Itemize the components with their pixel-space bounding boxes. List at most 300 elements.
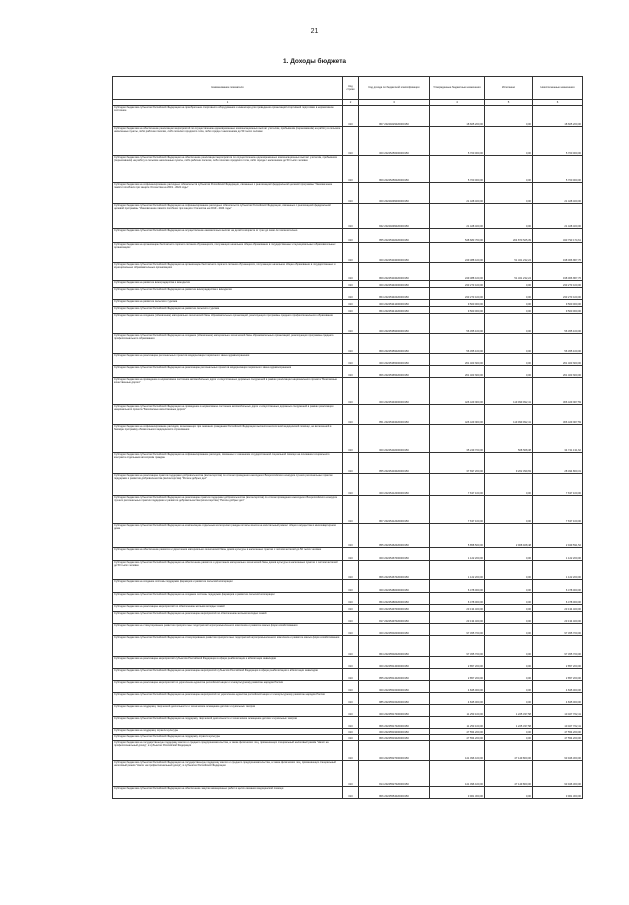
line-code-cell: 010 bbox=[343, 729, 359, 735]
executed-amount-cell: 51 321 232,24 bbox=[485, 243, 533, 263]
executed-amount-cell: 0,00 bbox=[485, 474, 533, 496]
indicator-name-cell: Субсидии бюджетам субъектов Российской Федерации на стимулирование развития приоритетных подотраслей агропромышленного комплекса и развитие малых форм хозяйствования bbox=[113, 636, 343, 657]
approved-amount-cell: 7 637 100,00 bbox=[430, 474, 485, 496]
indicator-name-cell: Субсидии бюджетам субъектов Российской Федерации на компенсацию отдельным категориям граждан оплаты взноса на капитальный ремонт общего имущества в многоквартирном доме bbox=[113, 524, 343, 548]
table-row bbox=[113, 561, 583, 580]
indicator-name-cell: Субсидии бюджетам субъектов Российской Федерации на реализацию практик поддержки добровольчества (волонтерства) по итогам проведения ежегодного Всероссийского конкурса лучших региональных практик поддержки и развития добровольчества (волонтерства) "Регион добрых дел" bbox=[113, 496, 343, 524]
line-code-cell: 010 bbox=[343, 425, 359, 453]
executed-amount-cell: 0,00 bbox=[485, 561, 533, 580]
remaining-amount-cell: 7 637 100,00 bbox=[533, 474, 583, 496]
table-row bbox=[113, 669, 583, 681]
classification-code-cell: 809 20225359020000150 bbox=[359, 334, 430, 354]
classification-code-cell: 000 20225517000000150 bbox=[359, 705, 430, 717]
indicator-name-cell: Субсидии бюджетам субъектов Российской Федерации на реализацию мероприятий субъектов Российской Федерации в сфере реабилитации и абилитации инвалидов bbox=[113, 669, 343, 681]
column-number: 2 bbox=[343, 100, 359, 106]
approved-amount-cell: 11 253 100,00 bbox=[430, 705, 485, 717]
executed-amount-cell: 0,00 bbox=[485, 300, 533, 307]
classification-code-cell: 000 20225467000000150 bbox=[359, 548, 430, 561]
remaining-amount-cell: 5 700 000,00 bbox=[533, 127, 583, 156]
header-approved-appropriations: Утвержденные бюджетные назначения bbox=[430, 77, 485, 100]
line-code-cell: 010 bbox=[343, 263, 359, 281]
indicator-name-cell: Субсидии бюджетам на приведение в нормативное состояние автомобильных дорог и искусственных дорожных сооружений в рамках реализации национального проекта "Безопасные качественные дороги" bbox=[113, 378, 343, 405]
remaining-amount-cell: 47 554 200,00 bbox=[533, 735, 583, 741]
line-code-cell: 010 bbox=[343, 307, 359, 314]
table-row bbox=[113, 366, 583, 378]
line-code-cell: 010 bbox=[343, 548, 359, 561]
indicator-name-cell: Субсидии бюджетам субъектов Российской Федерации на реализацию региональных проектов модернизации первичного звена здравоохранения bbox=[113, 366, 343, 378]
classification-code-cell: 855 20225404020000150 bbox=[359, 453, 430, 474]
table-header-row bbox=[113, 77, 583, 100]
table-row bbox=[113, 657, 583, 669]
approved-amount-cell: 6 478 000,00 bbox=[430, 593, 485, 605]
table-row bbox=[113, 612, 583, 624]
table-row bbox=[113, 243, 583, 263]
indicator-name-cell: Субсидии бюджетам на поддержку творческой деятельности и техническое оснащение детских и кукольных театров bbox=[113, 705, 343, 717]
column-number: 6 bbox=[533, 100, 583, 106]
approved-amount-cell: 11 253 100,00 bbox=[430, 717, 485, 729]
remaining-amount-cell: 56 455 100,00 bbox=[533, 314, 583, 334]
line-code-cell: 010 bbox=[343, 657, 359, 669]
table-row bbox=[113, 524, 583, 548]
table-row bbox=[113, 605, 583, 612]
line-code-cell: 010 bbox=[343, 334, 359, 354]
executed-amount-cell: 0,00 bbox=[485, 612, 533, 624]
executed-amount-cell: 0,00 bbox=[485, 593, 533, 605]
executed-amount-cell: 0,00 bbox=[485, 669, 533, 681]
line-code-cell: 010 bbox=[343, 127, 359, 156]
column-number: 3 bbox=[359, 100, 430, 106]
line-code-cell: 010 bbox=[343, 496, 359, 524]
line-code-cell: 010 bbox=[343, 106, 359, 127]
indicator-name-cell: Субсидии бюджетам на развитие виноградарства и виноделия bbox=[113, 281, 343, 288]
line-code-cell: 010 bbox=[343, 669, 359, 681]
classification-code-cell: 000 20225502000000150 bbox=[359, 624, 430, 636]
remaining-amount-cell: 97 455 700,00 bbox=[533, 624, 583, 636]
table-row bbox=[113, 300, 583, 307]
executed-amount-cell: 0,00 bbox=[485, 735, 533, 741]
approved-amount-cell: 5 700 000,00 bbox=[430, 127, 485, 156]
executed-amount-cell: 0,00 bbox=[485, 681, 533, 693]
indicator-name-cell: Субсидии бюджетам на обеспечение развития и укрепления материально-технической базы домов культуры в населенных пунктах с числом жителей до 50 тысяч человек bbox=[113, 548, 343, 561]
executed-amount-cell: 47 149 800,00 bbox=[485, 741, 533, 761]
table-body bbox=[113, 106, 583, 799]
classification-code-cell: 864 20225341020000150 bbox=[359, 307, 430, 314]
remaining-amount-cell: 306 429 907,59 bbox=[533, 378, 583, 405]
table-row bbox=[113, 334, 583, 354]
line-code-cell: 010 bbox=[343, 243, 359, 263]
table-row bbox=[113, 263, 583, 281]
approved-amount-cell: 426 429 900,00 bbox=[430, 405, 485, 425]
approved-amount-cell: 3 961 300,00 bbox=[430, 787, 485, 799]
classification-code-cell: 000 20225365000000150 bbox=[359, 354, 430, 366]
line-code-cell: 010 bbox=[343, 378, 359, 405]
approved-amount-cell: 5 700 000,00 bbox=[430, 156, 485, 183]
remaining-amount-cell: 47 554 200,00 bbox=[533, 729, 583, 735]
indicator-name-cell: Субсидии бюджетам субъектов Российской Федерации на обеспечение развития и укрепления материально-технической базы домов культуры в населенных пунктах с числом жителей до 50 тысяч человек bbox=[113, 561, 343, 580]
approved-amount-cell: 97 455 700,00 bbox=[430, 636, 485, 657]
executed-amount-cell: 0,00 bbox=[485, 657, 533, 669]
line-code-cell: 010 bbox=[343, 229, 359, 243]
line-code-cell: 010 bbox=[343, 681, 359, 693]
indicator-name-cell: Субсидии бюджетам субъектов Российской Федерации на приведение в нормативное состояние автомобильных дорог и искусственных дорожных сооружений в рамках реализации национального проекта "Безопасные качественные дороги" bbox=[113, 405, 343, 425]
approved-amount-cell: 23 134 400,00 bbox=[430, 612, 485, 624]
approved-amount-cell: 56 455 100,00 bbox=[430, 314, 485, 334]
line-code-cell: 010 bbox=[343, 183, 359, 204]
indicator-name-cell: Субсидии бюджетам на создание (обновление) материально-технической базы образовательных организаций, реализующих программы среднего профессионального образования bbox=[113, 314, 343, 334]
executed-amount-cell: 119 999 992,41 bbox=[485, 378, 533, 405]
executed-amount-cell: 0,00 bbox=[485, 693, 533, 705]
approved-amount-cell: 4 845 000,00 bbox=[430, 681, 485, 693]
approved-amount-cell: 261 403 600,00 bbox=[430, 366, 485, 378]
classification-code-cell: 814 20225527020000150 bbox=[359, 761, 430, 787]
classification-code-cell: 000 20229299000000150 bbox=[359, 183, 430, 204]
classification-code-cell: 000 20225497000000150 bbox=[359, 605, 430, 612]
executed-amount-cell: 0,00 bbox=[485, 314, 533, 334]
remaining-amount-cell: 10 027 762,41 bbox=[533, 717, 583, 729]
indicator-name-cell: Субсидии бюджетам субъектов Российской Федерации на поддержку творческой деятельности и техническое оснащение детских и кукольных театров bbox=[113, 717, 343, 729]
column-number: 5 bbox=[485, 100, 533, 106]
line-code-cell: 010 bbox=[343, 761, 359, 787]
line-code-cell: 010 bbox=[343, 580, 359, 593]
indicator-name-cell: Субсидии бюджетам субъектов Российской Федерации на государственную поддержку малого и среднего предпринимательства, а также физических лиц, применяющих специальный налоговый режим "Налог на профессиональный доход", в субъектах Российской Федерации bbox=[113, 761, 343, 787]
indicator-name-cell: Субсидии бюджетам субъектов Российской Федерации на софинансирование расходных обязательств субъектов Российской Федерации, связанных с реализацией федеральной целевой программы "Увековечение памяти погибших при защите Отечества на 2019 - 2024 годы" bbox=[113, 204, 343, 229]
executed-amount-cell: 0,00 bbox=[485, 636, 533, 657]
table-row bbox=[113, 314, 583, 334]
remaining-amount-cell: 5 700 000,00 bbox=[533, 156, 583, 183]
executed-amount-cell: 0,00 bbox=[485, 787, 533, 799]
line-code-cell: 010 bbox=[343, 705, 359, 717]
classification-code-cell: 806 20225554020000150 bbox=[359, 787, 430, 799]
approved-amount-cell: 47 554 200,00 bbox=[430, 735, 485, 741]
line-code-cell: 010 bbox=[343, 605, 359, 612]
page-number: 21 bbox=[310, 28, 319, 35]
indicator-name-cell: Субсидии бюджетам на реализацию региональных проектов модернизации первичного звена здравоохранения bbox=[113, 354, 343, 366]
indicator-name-cell: Субсидии бюджетам на создание системы поддержки фермеров и развитие сельской кооперации bbox=[113, 580, 343, 593]
line-code-cell: 010 bbox=[343, 204, 359, 229]
classification-code-cell: 000 20225394000000150 bbox=[359, 378, 430, 405]
approved-amount-cell: 35 249 700,00 bbox=[430, 425, 485, 453]
line-code-cell: 010 bbox=[343, 593, 359, 605]
remaining-amount-cell: 233 273 100,00 bbox=[533, 281, 583, 288]
classification-code-cell: 000 20225514000000150 bbox=[359, 657, 430, 669]
executed-amount-cell: 508 568,38 bbox=[485, 425, 533, 453]
indicator-name-cell: Субсидии бюджетам на развитие сельского туризма bbox=[113, 300, 343, 307]
line-code-cell: 010 bbox=[343, 354, 359, 366]
indicator-name-cell: Субсидии бюджетам субъектов Российской Федерации на софинансирование расходов, связанных с оказанием государственной социальной помощи на основании социального контракта отдельным категориям граждан bbox=[113, 453, 343, 474]
header-unexecuted-appropriations: Неисполненные назначения bbox=[533, 77, 583, 100]
budget-revenue-table bbox=[112, 76, 583, 799]
indicator-name-cell: Субсидии бюджетам субъектов Российской Федерации на создание (обновление) материально-технической базы образовательных организаций, реализующих программы среднего профессионального образования bbox=[113, 334, 343, 354]
executed-amount-cell: 0,00 bbox=[485, 156, 533, 183]
line-code-cell: 010 bbox=[343, 405, 359, 425]
table-row bbox=[113, 127, 583, 156]
table-row bbox=[113, 548, 583, 561]
indicator-name-cell: Субсидии бюджетам субъектов Российской Федерации на реализацию мероприятий по укреплению единства российской нации и этнокультурному развитию народов России bbox=[113, 693, 343, 705]
executed-amount-cell: 0,00 bbox=[485, 496, 533, 524]
executed-amount-cell: 0,00 bbox=[485, 204, 533, 229]
classification-code-cell: 807 20229229020000150 bbox=[359, 106, 430, 127]
executed-amount-cell: 0,00 bbox=[485, 624, 533, 636]
remaining-amount-cell: 93 946 300,00 bbox=[533, 761, 583, 787]
executed-amount-cell: 0,00 bbox=[485, 580, 533, 593]
approved-amount-cell: 548 683 700,00 bbox=[430, 229, 485, 243]
table-row bbox=[113, 636, 583, 657]
table-row bbox=[113, 106, 583, 127]
executed-amount-cell: 9 202 399,69 bbox=[485, 453, 533, 474]
indicator-name-cell: Субсидии бюджетам субъектов Российской Федерации на обеспечение закупки авиационных работ в целях оказания медицинской помощи bbox=[113, 787, 343, 799]
remaining-amount-cell: 10 027 762,41 bbox=[533, 705, 583, 717]
classification-code-cell: 000 20225341000000150 bbox=[359, 300, 430, 307]
classification-code-cell: 809 20225256020000150 bbox=[359, 156, 430, 183]
remaining-amount-cell: 34 741 131,62 bbox=[533, 425, 583, 453]
remaining-amount-cell: 9 500 000,00 bbox=[533, 307, 583, 314]
classification-code-cell: 000 20225519000000150 bbox=[359, 729, 430, 735]
classification-code-cell: 842 20229299020000150 bbox=[359, 204, 430, 229]
indicator-name-cell: Субсидии бюджетам на софинансирование расходов, возникающих при оказании гражданам Российской Федерации высокотехнологичной медицинской помощи, не включенной в базовую программу обязательного медицинского страхования bbox=[113, 425, 343, 453]
line-code-cell: 010 bbox=[343, 741, 359, 761]
executed-amount-cell: 2 908 928,48 bbox=[485, 524, 533, 548]
line-code-cell: 010 bbox=[343, 281, 359, 288]
approved-amount-cell: 233 273 100,00 bbox=[430, 288, 485, 300]
table-row bbox=[113, 453, 583, 474]
table-row bbox=[113, 307, 583, 314]
approved-amount-cell: 18 605 200,00 bbox=[430, 106, 485, 127]
indicator-name-cell: Субсидии бюджетам субъектов Российской Федерации на поддержку отрасли культуры bbox=[113, 735, 343, 741]
line-code-cell: 010 bbox=[343, 156, 359, 183]
remaining-amount-cell: 1 122 200,00 bbox=[533, 561, 583, 580]
remaining-amount-cell: 18 605 200,00 bbox=[533, 106, 583, 127]
line-code-cell: 010 bbox=[343, 717, 359, 729]
classification-code-cell: 864 20225340020000150 bbox=[359, 288, 430, 300]
line-code-cell: 010 bbox=[343, 314, 359, 334]
approved-amount-cell: 261 403 600,00 bbox=[430, 354, 485, 366]
executed-amount-cell: 0,00 bbox=[485, 281, 533, 288]
header-budget-classification-code: Код дохода по бюджетной классификации bbox=[359, 77, 430, 100]
approved-amount-cell: 249 388 100,00 bbox=[430, 263, 485, 281]
table-row bbox=[113, 378, 583, 405]
table-row bbox=[113, 474, 583, 496]
table-row bbox=[113, 204, 583, 229]
indicator-name-cell: Субсидии бюджетам на реализацию практик поддержки добровольчества (волонтерства) по итогам проведения ежегодного Всероссийского конкурса лучших региональных практик поддержки и развития добровольчества (волонтерства) "Регион добрых дел" bbox=[113, 474, 343, 496]
table-row bbox=[113, 624, 583, 636]
header-indicator-name: Наименование показателя bbox=[113, 77, 343, 100]
executed-amount-cell: 0,00 bbox=[485, 548, 533, 561]
approved-amount-cell: 141 096 100,00 bbox=[430, 741, 485, 761]
table-row bbox=[113, 425, 583, 453]
approved-amount-cell: 7 637 100,00 bbox=[430, 496, 485, 524]
classification-code-cell: 000 20225304000000150 bbox=[359, 243, 430, 263]
executed-amount-cell: 0,00 bbox=[485, 729, 533, 735]
remaining-amount-cell: 343 793 174,61 bbox=[533, 229, 583, 243]
indicator-name-cell: Субсидии бюджетам на реализацию мероприятий по обеспечению жильем молодых семей bbox=[113, 605, 343, 612]
indicator-name-cell: Субсидии бюджетам субъектов Российской Федерации на создание системы поддержки фермеров и развитие сельской кооперации bbox=[113, 593, 343, 605]
classification-code-cell: 806 20225467020000150 bbox=[359, 561, 430, 580]
remaining-amount-cell: 2 857 200,00 bbox=[533, 657, 583, 669]
remaining-amount-cell: 28 494 800,31 bbox=[533, 453, 583, 474]
classification-code-cell: 809 20225304020000150 bbox=[359, 263, 430, 281]
line-code-cell: 010 bbox=[343, 561, 359, 580]
remaining-amount-cell: 3 961 300,00 bbox=[533, 787, 583, 799]
indicator-name-cell: Субсидии бюджетам субъектов Российской Федерации на организацию бесплатного горячего питания обучающихся, получающих начальное общее образование в государственных и муниципальных образовательных организациях bbox=[113, 263, 343, 281]
remaining-amount-cell: 198 066 867,76 bbox=[533, 263, 583, 281]
table-row bbox=[113, 787, 583, 799]
remaining-amount-cell: 21 428 400,00 bbox=[533, 183, 583, 204]
remaining-amount-cell: 4 845 000,00 bbox=[533, 681, 583, 693]
indicator-name-cell: Субсидии бюджетам субъектов Российской Федерации на развитие сельского туризма bbox=[113, 307, 343, 314]
approved-amount-cell: 9 500 000,00 bbox=[430, 307, 485, 314]
indicator-name-cell: Субсидии бюджетам субъектов Российской Федерации на реализацию мероприятий по обеспечению жильем молодых семей bbox=[113, 612, 343, 624]
line-code-cell: 010 bbox=[343, 636, 359, 657]
table-row bbox=[113, 288, 583, 300]
line-code-cell: 010 bbox=[343, 453, 359, 474]
classification-code-cell: 000 20225402000000150 bbox=[359, 425, 430, 453]
line-code-cell: 010 bbox=[343, 524, 359, 548]
classification-code-cell: 851 20225394020000150 bbox=[359, 405, 430, 425]
approved-amount-cell: 9 500 000,00 bbox=[430, 300, 485, 307]
line-code-cell: 010 bbox=[343, 624, 359, 636]
column-number: 1 bbox=[113, 100, 343, 106]
line-code-cell: 010 bbox=[343, 300, 359, 307]
remaining-amount-cell: 233 273 100,00 bbox=[533, 288, 583, 300]
remaining-amount-cell: 261 403 600,00 bbox=[533, 366, 583, 378]
approved-amount-cell: 1 122 200,00 bbox=[430, 561, 485, 580]
classification-code-cell: 000 20225340000000150 bbox=[359, 281, 430, 288]
executed-amount-cell: 1 225 337,58 bbox=[485, 705, 533, 717]
classification-code-cell: 855 20225462020000150 bbox=[359, 524, 430, 548]
header-executed: Исполнено bbox=[485, 77, 533, 100]
remaining-amount-cell: 1 122 200,00 bbox=[533, 548, 583, 561]
executed-amount-cell: 0,00 bbox=[485, 183, 533, 204]
approved-amount-cell: 21 428 400,00 bbox=[430, 204, 485, 229]
line-code-cell: 010 bbox=[343, 366, 359, 378]
classification-code-cell: 806 20225365020000150 bbox=[359, 366, 430, 378]
remaining-amount-cell: 9 500 000,00 bbox=[533, 300, 583, 307]
executed-amount-cell: 47 149 800,00 bbox=[485, 761, 533, 787]
executed-amount-cell: 1 225 337,58 bbox=[485, 717, 533, 729]
document-title: 1. Доходы бюджета bbox=[282, 58, 347, 65]
executed-amount-cell: 51 321 232,24 bbox=[485, 263, 533, 281]
remaining-amount-cell: 2 857 200,00 bbox=[533, 669, 583, 681]
remaining-amount-cell: 6 478 000,00 bbox=[533, 593, 583, 605]
classification-code-cell: 864 20225502020000150 bbox=[359, 636, 430, 657]
line-code-cell: 010 bbox=[343, 787, 359, 799]
executed-amount-cell: 204 870 525,39 bbox=[485, 229, 533, 243]
table-row bbox=[113, 761, 583, 787]
classification-code-cell: 807 20225412020000150 bbox=[359, 496, 430, 524]
approved-amount-cell: 249 388 100,00 bbox=[430, 243, 485, 263]
table-row bbox=[113, 593, 583, 605]
classification-code-cell: 817 20225497020000150 bbox=[359, 612, 430, 624]
classification-code-cell: 000 20225516000000150 bbox=[359, 681, 430, 693]
remaining-amount-cell: 7 637 100,00 bbox=[533, 496, 583, 524]
line-code-cell: 010 bbox=[343, 693, 359, 705]
approved-amount-cell: 1 122 200,00 bbox=[430, 548, 485, 561]
classification-code-cell: 000 20225256000000150 bbox=[359, 127, 430, 156]
approved-amount-cell: 6 478 000,00 bbox=[430, 580, 485, 593]
column-number: 4 bbox=[430, 100, 485, 106]
classification-code-cell: 806 20225519020000150 bbox=[359, 735, 430, 741]
indicator-name-cell: Субсидии бюджетам на обеспечение реализации мероприятий по осуществлению единовременных компенсационных выплат учителям, прибывшим (переехавшим) на работу в сельские населенные пункты, либо рабочие поселки, либо поселки городского типа, либо города с населением до 50 тысяч человек bbox=[113, 127, 343, 156]
executed-amount-cell: 0,00 bbox=[485, 127, 533, 156]
indicator-name-cell: Субсидии бюджетам на поддержку отрасли культуры bbox=[113, 729, 343, 735]
classification-code-cell: 885 20225516020000150 bbox=[359, 693, 430, 705]
remaining-amount-cell: 306 429 907,59 bbox=[533, 405, 583, 425]
classification-code-cell: 855 20225514020000150 bbox=[359, 669, 430, 681]
remaining-amount-cell: 23 134 400,00 bbox=[533, 605, 583, 612]
remaining-amount-cell: 97 455 700,00 bbox=[533, 636, 583, 657]
approved-amount-cell: 233 273 100,00 bbox=[430, 281, 485, 288]
classification-code-cell: 806 20225517020000150 bbox=[359, 717, 430, 729]
indicator-name-cell: Субсидии бюджетам на организацию бесплатного горячего питания обучающихся, получающих начальное общее образование в государственных и муниципальных образовательных организациях bbox=[113, 243, 343, 263]
table-row bbox=[113, 405, 583, 425]
table-row bbox=[113, 741, 583, 761]
indicator-name-cell: Субсидии бюджетам субъектов Российской Федерации на развитие виноградарства и виноделия bbox=[113, 288, 343, 300]
executed-amount-cell: 0,00 bbox=[485, 334, 533, 354]
classification-code-cell: 855 20225302020000150 bbox=[359, 229, 430, 243]
table-row bbox=[113, 354, 583, 366]
approved-amount-cell: 56 455 100,00 bbox=[430, 334, 485, 354]
classification-code-cell: 000 20225412000000150 bbox=[359, 474, 430, 496]
indicator-name-cell: Субсидии бюджетам субъектов Российской Федерации на обеспечение реализации мероприятия по осуществлению единовременных компенсационных выплат учителям, прибывшим (переехавшим) на работу в сельские населенные пункты, либо рабочие поселки, либо поселки городского типа, либо города с населением до 50 тысяч человек bbox=[113, 156, 343, 183]
remaining-amount-cell: 261 403 600,00 bbox=[533, 354, 583, 366]
line-code-cell: 010 bbox=[343, 288, 359, 300]
table-row bbox=[113, 229, 583, 243]
approved-amount-cell: 97 455 700,00 bbox=[430, 624, 485, 636]
table-row bbox=[113, 496, 583, 524]
indicator-name-cell: Субсидии бюджетам на государственную поддержку малого и среднего предпринимательства, а также физических лиц, применяющих специальный налоговый режим "Налог на профессиональный доход", в субъектах Российской Федерации bbox=[113, 741, 343, 761]
table-row bbox=[113, 705, 583, 717]
classification-code-cell: 864 20225480020000150 bbox=[359, 593, 430, 605]
approved-amount-cell: 37 697 200,00 bbox=[430, 453, 485, 474]
remaining-amount-cell: 6 478 000,00 bbox=[533, 580, 583, 593]
indicator-name-cell: Субсидии бюджетам субъектов Российской Федерации на осуществление ежемесячных выплат на детей в возрасте от трех до семи лет включительно bbox=[113, 229, 343, 243]
indicator-name-cell: Субсидии бюджетам на софинансирование расходных обязательств субъектов Российской Федерации, связанных с реализацией федеральной целевой программы "Увековечение памяти погибших при защите Отечества на 2019 - 2024 годы" bbox=[113, 183, 343, 204]
executed-amount-cell: 0,00 bbox=[485, 106, 533, 127]
approved-amount-cell: 5 858 500,00 bbox=[430, 524, 485, 548]
executed-amount-cell: 0,00 bbox=[485, 288, 533, 300]
remaining-amount-cell: 23 134 400,00 bbox=[533, 612, 583, 624]
approved-amount-cell: 426 429 900,00 bbox=[430, 378, 485, 405]
executed-amount-cell: 0,00 bbox=[485, 307, 533, 314]
line-code-cell: 010 bbox=[343, 612, 359, 624]
remaining-amount-cell: 198 066 867,76 bbox=[533, 243, 583, 263]
table-row bbox=[113, 717, 583, 729]
approved-amount-cell: 141 096 100,00 bbox=[430, 761, 485, 787]
approved-amount-cell: 47 554 200,00 bbox=[430, 729, 485, 735]
executed-amount-cell: 0,00 bbox=[485, 605, 533, 612]
remaining-amount-cell: 21 428 400,00 bbox=[533, 204, 583, 229]
executed-amount-cell: 119 999 992,41 bbox=[485, 405, 533, 425]
approved-amount-cell: 21 428 400,00 bbox=[430, 183, 485, 204]
table-row bbox=[113, 183, 583, 204]
table-row bbox=[113, 156, 583, 183]
executed-amount-cell: 0,00 bbox=[485, 366, 533, 378]
remaining-amount-cell: 93 946 300,00 bbox=[533, 741, 583, 761]
approved-amount-cell: 2 857 200,00 bbox=[430, 669, 485, 681]
remaining-amount-cell: 4 845 000,00 bbox=[533, 693, 583, 705]
classification-code-cell: 000 20225359000000150 bbox=[359, 314, 430, 334]
approved-amount-cell: 2 857 200,00 bbox=[430, 657, 485, 669]
remaining-amount-cell: 56 455 100,00 bbox=[533, 334, 583, 354]
indicator-name-cell: Субсидии бюджетам на реализацию мероприятий субъектов Российской Федерации в сфере реабилитации и абилитации инвалидов bbox=[113, 657, 343, 669]
classification-code-cell: 000 20225480000000150 bbox=[359, 580, 430, 593]
table-row bbox=[113, 580, 583, 593]
classification-code-cell: 000 20225527000000150 bbox=[359, 741, 430, 761]
approved-amount-cell: 23 134 400,00 bbox=[430, 605, 485, 612]
remaining-amount-cell: 2 949 591,52 bbox=[533, 524, 583, 548]
table-row bbox=[113, 281, 583, 288]
line-code-cell: 010 bbox=[343, 474, 359, 496]
